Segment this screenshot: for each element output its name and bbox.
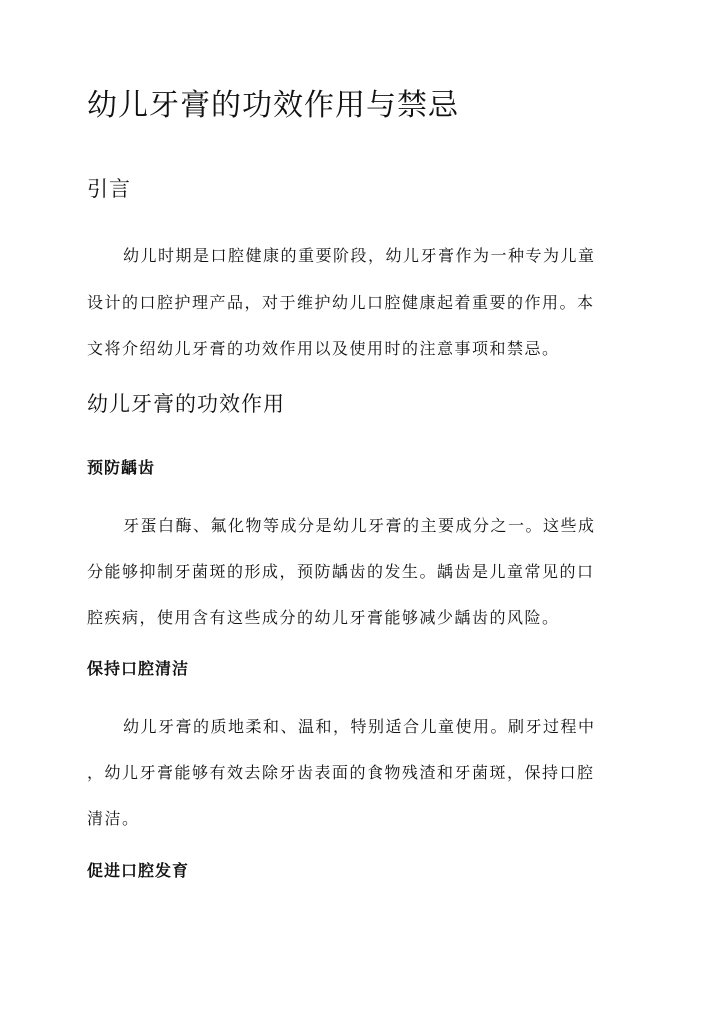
subsection-heading-prevent-caries: 预防龋齿 (87, 458, 156, 477)
subsection-heading-keep-clean: 保持口腔清洁 (87, 659, 190, 678)
paragraph-line: 腔疾病，使用含有这些成分的幼儿牙膏能够减少龋齿的风险。 (87, 608, 560, 627)
paragraph-line: 文将介绍幼儿牙膏的功效作用以及使用时的注意事项和禁忌。 (87, 339, 560, 358)
section-heading-introduction: 引言 (87, 177, 131, 201)
paragraph-line: 清洁。 (87, 809, 140, 828)
paragraph-line: 分能够抑制牙菌斑的形成，预防龋齿的发生。龋齿是儿童常见的口 (87, 562, 595, 581)
document-title: 幼儿牙膏的功效作用与禁忌 (87, 88, 459, 123)
section-heading-effects: 幼儿牙膏的功效作用 (87, 392, 285, 416)
paragraph-line: 幼儿时期是口腔健康的重要阶段，幼儿牙膏作为一种专为儿童 (123, 246, 596, 265)
paragraph-line: 牙蛋白酶、氟化物等成分是幼儿牙膏的主要成分之一。这些成 (123, 516, 596, 535)
paragraph-line: 幼儿牙膏的质地柔和、温和，特别适合儿童使用。刷牙过程中 (123, 717, 596, 736)
subsection-heading-promote-development: 促进口腔发育 (87, 861, 190, 880)
paragraph-line: ，幼儿牙膏能够有效去除牙齿表面的食物残渣和牙菌斑，保持口腔 (87, 763, 595, 782)
keep-clean-paragraph (87, 715, 633, 830)
paragraph-line: 设计的口腔护理产品，对于维护幼儿口腔健康起着重要的作用。本 (87, 293, 595, 312)
introduction-paragraph (87, 244, 633, 360)
prevent-caries-paragraph (87, 514, 633, 629)
